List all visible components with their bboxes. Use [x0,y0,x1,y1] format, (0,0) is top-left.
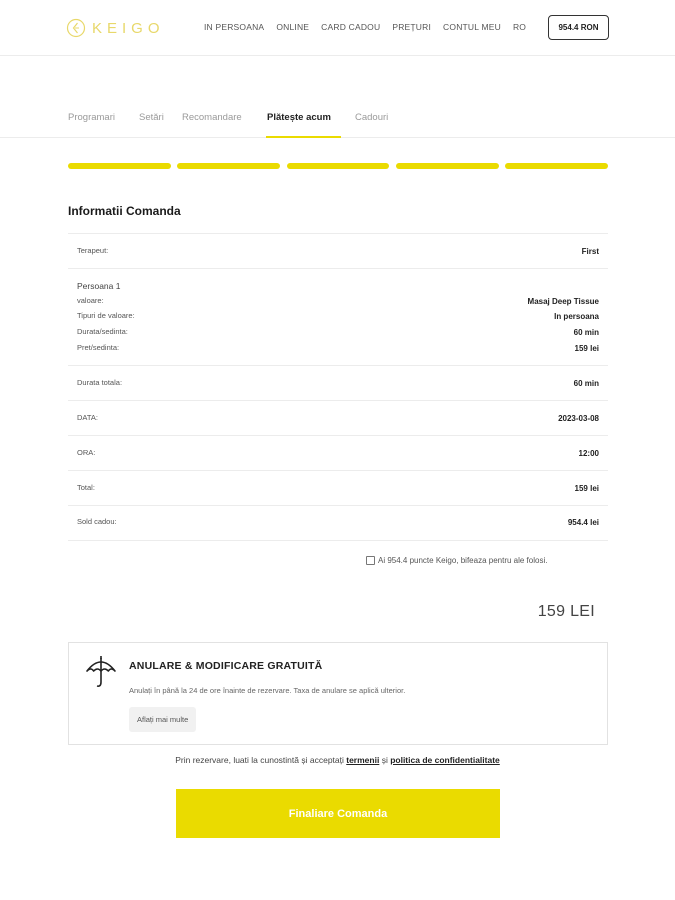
progress-step [396,163,499,169]
divider [68,435,608,436]
progress-step [287,163,389,169]
persona-title: Persoana 1 [77,281,121,291]
use-points-label: Ai 954.4 puncte Keigo, bifeaza pentru ale folosi. [378,556,548,565]
tab-cadouri[interactable]: Cadouri [355,112,389,123]
pret-value: 159 lei [574,344,599,353]
data-value: 2023-03-08 [558,414,599,423]
ora-value: 12:00 [578,449,599,458]
divider [68,470,608,471]
total-label: Total: [77,483,95,492]
cancellation-title: ANULARE & MODIFICARE GRATUITĂ [129,660,323,672]
divider [68,400,608,401]
tipuri-value: In persoana [554,312,599,321]
logo[interactable] [66,16,165,40]
cancellation-text: Anulați în până la 24 de ore înainte de rezervare. Taxa de anulare se aplică ulterior. [129,686,406,695]
active-tab-indicator [266,136,341,138]
progress-step [68,163,171,169]
divider [68,540,608,541]
umbrella-icon [85,655,117,689]
divider [68,365,608,366]
valoare-value: Masaj Deep Tissue [527,297,599,306]
ora-label: ORA: [77,448,96,457]
free-cancellation-box [68,642,608,745]
divider [68,505,608,506]
durata-totala-label: Durata totala: [77,378,123,387]
terapeut-label: Terapeut: [77,246,109,255]
durata-totala-value: 60 min [573,379,599,388]
nav-online[interactable]: ONLINE [276,22,310,32]
divider [68,268,608,269]
durata-value: 60 min [573,328,599,337]
learn-more-button[interactable]: Aflați mai multe [129,707,196,732]
top-header [0,0,675,56]
terms-prefix: Prin rezervare, luati la cunostintă și acceptați [175,755,347,765]
logo-text: KEIGO [92,19,165,37]
tab-setari[interactable]: Setări [139,112,164,123]
terapeut-value: First [581,247,599,256]
privacy-policy-link[interactable]: politica de confidentialitate [390,755,500,765]
tab-programari[interactable]: Programari [68,112,115,123]
nav-in-persoana[interactable]: IN PERSOANA [204,22,265,32]
data-label: DATA: [77,413,98,422]
terms-link[interactable]: termenii [346,755,380,765]
nav-language[interactable]: RO [512,22,527,32]
main-nav [204,22,538,32]
nav-card-cadou[interactable]: CARD CADOU [321,22,381,32]
tab-plateste-acum[interactable]: Plătește acum [267,112,331,123]
sold-cadou-label: Sold cadou: [77,517,117,526]
total-price: 159 LEI [537,603,595,620]
use-points-checkbox[interactable] [366,556,375,565]
total-value: 159 lei [574,484,599,493]
pret-label: Pret/sedinta: [77,343,120,352]
valoare-label: valoare: [77,296,104,305]
nav-preturi[interactable]: PREȚURI [392,22,432,32]
balance-button[interactable]: 954.4 RON [548,15,609,40]
terms-middle: și [379,755,391,765]
divider [68,233,608,234]
nav-contul-meu[interactable]: CONTUL MEU [443,22,501,32]
tipuri-label: Tipuri de valoare: [77,311,135,320]
keigo-logo-icon [66,18,86,38]
tab-recomandare[interactable]: Recomandare [182,112,242,123]
use-points-option[interactable] [366,556,547,565]
account-tabs [0,100,675,138]
order-info-title: Informatii Comanda [68,204,181,218]
durata-label: Durata/sedinta: [77,327,128,336]
progress-step [505,163,608,169]
sold-cadou-value: 954.4 lei [567,518,599,527]
terms-notice [0,755,675,765]
progress-step [177,163,280,169]
finish-order-button[interactable]: Finaliare Comanda [176,789,500,838]
